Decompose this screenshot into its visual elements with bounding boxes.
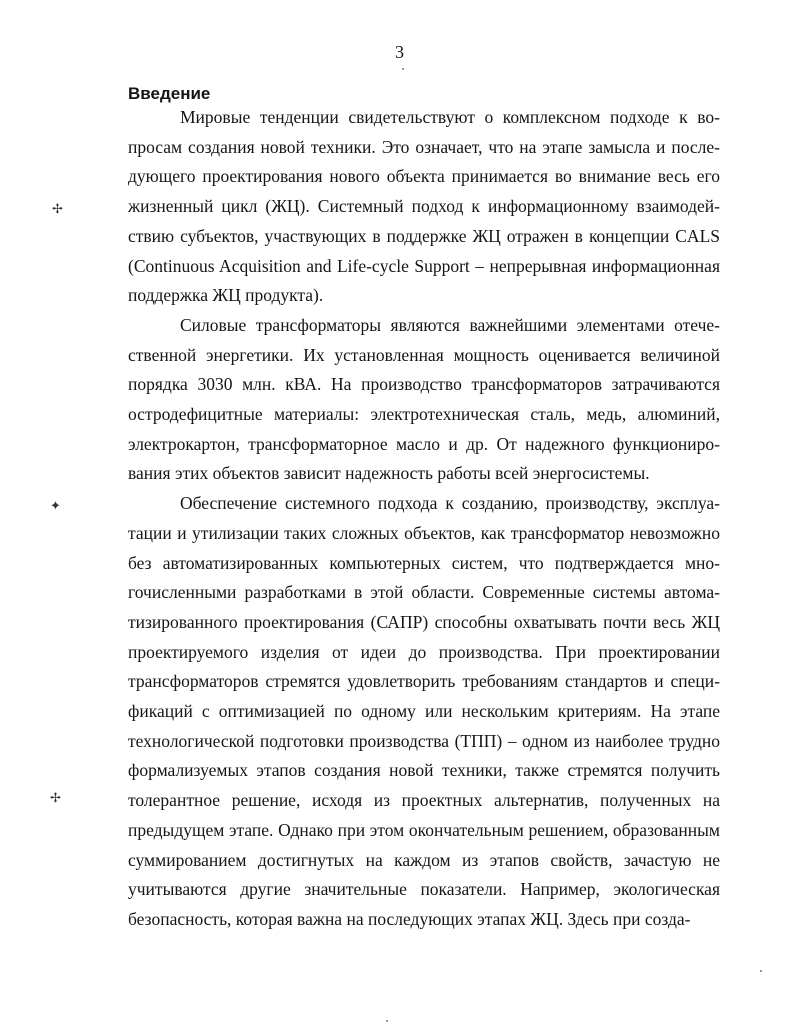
scan-speck — [386, 1020, 388, 1022]
margin-mark-icon: ✢ — [50, 791, 61, 806]
body-text — [128, 103, 720, 935]
section-heading: Введение — [128, 84, 211, 103]
paragraph-systems: Обеспечение системного подхода к созданию, производству, эксплуатации и утилизации таких сложных объектов, как трансформатор невозможно без автоматизированных компьютерных систем, что подтверждается многочисленными разработками в этой области. Современные системы автоматизированного проектирования (САПР) способны охватывать почти весь ЖЦ проектируемого изделия от идеи до производства. При проектировании трансформаторов стремятся удовлетворить требованиям стандартов и спецификаций с оптимизацией по одному или нескольким критериям. На этапе технологической подготовки производства (ТПП) – одном из наиболее трудно формализуемых этапов создания новой техники, также стремятся получить толерантное решение, исходя из проектных альтернатив, полученных на предыдущем этапе. Однако при этом окончательным решением, образованным суммированием достигнутых на каждом из этапов свойств, зачастую не учитываются другие значительные показатели. Например, экологическая безопасность, которая важна на последующих этапах ЖЦ. Здесь при созда- — [128, 493, 720, 929]
page-number: 3 — [395, 42, 404, 62]
margin-mark-icon: ✢ — [52, 202, 63, 217]
scan-speck — [760, 970, 762, 972]
paragraph-transformers: Силовые трансформаторы являются важнейшими элементами отечественной энергетики. Их установленная мощность оценивается величиной порядка 3030 млн. кВА. На производство трансформаторов затрачиваются остродефицитные материалы: электротехническая сталь, медь, алюминий, электрокартон, трансформаторное масло и др. От надежного функционирования этих объектов зависит надежность работы всей энергосистемы. — [128, 314, 720, 484]
margin-mark-icon: ✦ — [50, 499, 61, 514]
scan-speck — [402, 68, 404, 70]
paragraph-intro: Мировые тенденции свидетельствуют о комплексном подходе к вопросам создания новой техники. Это означает, что на этапе замысла и последующего проектирования нового объекта принимается во внимание весь его жизненный цикл (ЖЦ). Системный подход к информационному взаимодействию субъектов, участвующих в поддержке ЖЦ отражен в концепции CALS (Continuous Acquisition and Life-cycle Support – непрерывная информационная поддержка ЖЦ продукта). — [128, 107, 720, 306]
